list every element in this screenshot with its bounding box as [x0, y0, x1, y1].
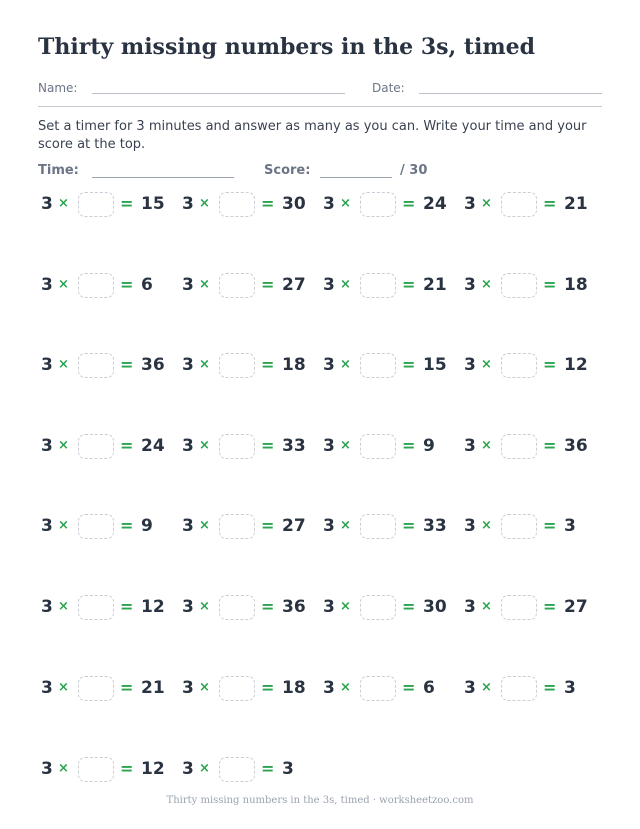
- problem-factor: 3: [41, 759, 53, 779]
- times-sign: ×: [58, 196, 69, 211]
- problem-factor: 3: [323, 678, 335, 698]
- answer-box[interactable]: [78, 353, 114, 378]
- problem-product: 12: [564, 355, 588, 375]
- times-sign: ×: [58, 438, 69, 453]
- problem-factor: 3: [182, 355, 194, 375]
- times-sign: ×: [199, 277, 210, 292]
- answer-box[interactable]: [501, 192, 537, 217]
- answer-box[interactable]: [360, 676, 396, 701]
- answer-box[interactable]: [219, 676, 255, 701]
- problem-product: 21: [423, 275, 447, 295]
- answer-box[interactable]: [219, 595, 255, 620]
- problem-item: [182, 272, 320, 300]
- times-sign: ×: [481, 599, 492, 614]
- times-sign: ×: [481, 357, 492, 372]
- times-sign: ×: [481, 196, 492, 211]
- equals-sign: =: [120, 275, 134, 294]
- times-sign: ×: [199, 680, 210, 695]
- name-field[interactable]: [92, 93, 345, 94]
- times-sign: ×: [58, 357, 69, 372]
- problem-factor: 3: [41, 678, 53, 698]
- problem-factor: 3: [41, 516, 53, 536]
- problem-factor: 3: [464, 355, 476, 375]
- problem-product: 15: [141, 194, 165, 214]
- equals-sign: =: [261, 194, 275, 213]
- times-sign: ×: [199, 518, 210, 533]
- problem-product: 18: [282, 678, 306, 698]
- instructions-text: Set a timer for 3 minutes and answer as many as you can. Write your time and your score at the top.: [38, 119, 587, 152]
- problem-factor: 3: [323, 355, 335, 375]
- problem-item: [464, 352, 602, 380]
- problem-factor: 3: [41, 194, 53, 214]
- score-total: / 30: [400, 163, 428, 178]
- answer-box[interactable]: [219, 273, 255, 298]
- problem-product: 12: [141, 597, 165, 617]
- answer-box[interactable]: [78, 273, 114, 298]
- equals-sign: =: [402, 678, 416, 697]
- problem-product: 27: [564, 597, 588, 617]
- problem-item: [323, 191, 461, 219]
- answer-box[interactable]: [78, 192, 114, 217]
- problem-product: 9: [423, 436, 435, 456]
- problem-factor: 3: [323, 436, 335, 456]
- times-sign: ×: [199, 438, 210, 453]
- problem-product: 30: [423, 597, 447, 617]
- times-sign: ×: [58, 761, 69, 776]
- problem-item: [464, 675, 602, 703]
- problem-item: [182, 675, 320, 703]
- equals-sign: =: [120, 597, 134, 616]
- times-sign: ×: [340, 599, 351, 614]
- answer-box[interactable]: [360, 192, 396, 217]
- footer-credit: Thirty missing numbers in the 3s, timed · worksheetzoo.com: [166, 795, 474, 806]
- problem-factor: 3: [464, 436, 476, 456]
- times-sign: ×: [58, 599, 69, 614]
- answer-box[interactable]: [501, 273, 537, 298]
- problem-item: [41, 433, 179, 461]
- times-sign: ×: [481, 277, 492, 292]
- equals-sign: =: [402, 597, 416, 616]
- equals-sign: =: [402, 436, 416, 455]
- equals-sign: =: [120, 516, 134, 535]
- problem-factor: 3: [464, 678, 476, 698]
- problem-product: 12: [141, 759, 165, 779]
- problem-factor: 3: [464, 516, 476, 536]
- score-field[interactable]: [320, 177, 392, 178]
- problem-factor: 3: [182, 194, 194, 214]
- problem-factor: 3: [323, 194, 335, 214]
- problem-product: 21: [141, 678, 165, 698]
- answer-box[interactable]: [360, 353, 396, 378]
- times-sign: ×: [340, 438, 351, 453]
- problem-item: [41, 675, 179, 703]
- problem-item: [182, 191, 320, 219]
- date-field[interactable]: [419, 93, 602, 94]
- problem-factor: 3: [182, 759, 194, 779]
- problem-item: [182, 513, 320, 541]
- problem-product: 27: [282, 516, 306, 536]
- answer-box[interactable]: [501, 676, 537, 701]
- times-sign: ×: [199, 357, 210, 372]
- problem-product: 36: [564, 436, 588, 456]
- problem-product: 15: [423, 355, 447, 375]
- problem-item: [323, 272, 461, 300]
- equals-sign: =: [261, 759, 275, 778]
- problem-factor: 3: [464, 194, 476, 214]
- problem-factor: 3: [182, 275, 194, 295]
- problem-product: 27: [282, 275, 306, 295]
- problem-item: [464, 272, 602, 300]
- times-sign: ×: [58, 277, 69, 292]
- problem-item: [41, 191, 179, 219]
- problem-item: [41, 513, 179, 541]
- equals-sign: =: [120, 355, 134, 374]
- equals-sign: =: [261, 275, 275, 294]
- answer-box[interactable]: [501, 514, 537, 539]
- equals-sign: =: [543, 194, 557, 213]
- answer-box[interactable]: [78, 757, 114, 782]
- times-sign: ×: [481, 518, 492, 533]
- answer-box[interactable]: [501, 595, 537, 620]
- problem-factor: 3: [182, 436, 194, 456]
- answer-box[interactable]: [219, 353, 255, 378]
- problem-product: 24: [423, 194, 447, 214]
- problem-product: 6: [141, 275, 153, 295]
- problem-product: 18: [282, 355, 306, 375]
- problem-product: 33: [282, 436, 306, 456]
- header-divider: [38, 106, 602, 107]
- problem-factor: 3: [41, 597, 53, 617]
- date-label: Date:: [372, 81, 405, 95]
- equals-sign: =: [261, 597, 275, 616]
- equals-sign: =: [261, 516, 275, 535]
- problem-item: [323, 594, 461, 622]
- problem-factor: 3: [182, 678, 194, 698]
- answer-box[interactable]: [78, 676, 114, 701]
- problem-product: 3: [564, 516, 576, 536]
- times-sign: ×: [199, 196, 210, 211]
- name-label: Name:: [38, 81, 78, 95]
- equals-sign: =: [261, 436, 275, 455]
- times-sign: ×: [481, 680, 492, 695]
- times-sign: ×: [481, 438, 492, 453]
- times-sign: ×: [199, 761, 210, 776]
- equals-sign: =: [543, 275, 557, 294]
- answer-box[interactable]: [78, 595, 114, 620]
- problem-product: 30: [282, 194, 306, 214]
- problem-product: 36: [141, 355, 165, 375]
- times-sign: ×: [58, 680, 69, 695]
- problem-factor: 3: [41, 436, 53, 456]
- equals-sign: =: [402, 194, 416, 213]
- equals-sign: =: [120, 678, 134, 697]
- problem-product: 21: [564, 194, 588, 214]
- problem-product: 18: [564, 275, 588, 295]
- problem-item: [41, 756, 179, 784]
- problem-product: 6: [423, 678, 435, 698]
- time-label: Time:: [38, 163, 79, 178]
- worksheet-title: Thirty missing numbers in the 3s, timed: [38, 34, 536, 60]
- answer-box[interactable]: [78, 514, 114, 539]
- problem-product: 24: [141, 436, 165, 456]
- equals-sign: =: [120, 436, 134, 455]
- equals-sign: =: [120, 759, 134, 778]
- equals-sign: =: [543, 355, 557, 374]
- times-sign: ×: [340, 518, 351, 533]
- equals-sign: =: [543, 678, 557, 697]
- answer-box[interactable]: [219, 434, 255, 459]
- problem-item: [41, 272, 179, 300]
- problem-item: [182, 756, 320, 784]
- problem-item: [464, 513, 602, 541]
- problem-factor: 3: [323, 597, 335, 617]
- problem-item: [323, 433, 461, 461]
- equals-sign: =: [402, 516, 416, 535]
- problem-factor: 3: [323, 275, 335, 295]
- answer-box[interactable]: [360, 514, 396, 539]
- equals-sign: =: [543, 436, 557, 455]
- equals-sign: =: [543, 516, 557, 535]
- equals-sign: =: [402, 275, 416, 294]
- problem-product: 3: [282, 759, 294, 779]
- times-sign: ×: [199, 599, 210, 614]
- equals-sign: =: [543, 597, 557, 616]
- answer-box[interactable]: [360, 595, 396, 620]
- answer-box[interactable]: [219, 192, 255, 217]
- answer-box[interactable]: [219, 757, 255, 782]
- problem-factor: 3: [464, 597, 476, 617]
- equals-sign: =: [120, 194, 134, 213]
- problem-item: [323, 352, 461, 380]
- problem-item: [182, 594, 320, 622]
- problem-item: [182, 352, 320, 380]
- score-label: Score:: [264, 163, 311, 178]
- times-sign: ×: [340, 680, 351, 695]
- answer-box[interactable]: [219, 514, 255, 539]
- times-sign: ×: [58, 518, 69, 533]
- answer-box[interactable]: [501, 434, 537, 459]
- times-sign: ×: [340, 196, 351, 211]
- problem-item: [323, 675, 461, 703]
- problem-factor: 3: [464, 275, 476, 295]
- problem-item: [41, 352, 179, 380]
- answer-box[interactable]: [501, 353, 537, 378]
- problem-factor: 3: [41, 275, 53, 295]
- equals-sign: =: [402, 355, 416, 374]
- problem-item: [41, 594, 179, 622]
- problem-item: [464, 433, 602, 461]
- problem-factor: 3: [41, 355, 53, 375]
- problem-product: 9: [141, 516, 153, 536]
- answer-box[interactable]: [360, 434, 396, 459]
- problem-factor: 3: [182, 516, 194, 536]
- problem-item: [464, 191, 602, 219]
- problem-factor: 3: [323, 516, 335, 536]
- time-field[interactable]: [92, 177, 234, 178]
- equals-sign: =: [261, 678, 275, 697]
- problem-product: 33: [423, 516, 447, 536]
- equals-sign: =: [261, 355, 275, 374]
- problem-item: [464, 594, 602, 622]
- problem-product: 36: [282, 597, 306, 617]
- problem-item: [182, 433, 320, 461]
- times-sign: ×: [340, 277, 351, 292]
- problem-product: 3: [564, 678, 576, 698]
- answer-box[interactable]: [360, 273, 396, 298]
- problem-factor: 3: [182, 597, 194, 617]
- answer-box[interactable]: [78, 434, 114, 459]
- times-sign: ×: [340, 357, 351, 372]
- problem-item: [323, 513, 461, 541]
